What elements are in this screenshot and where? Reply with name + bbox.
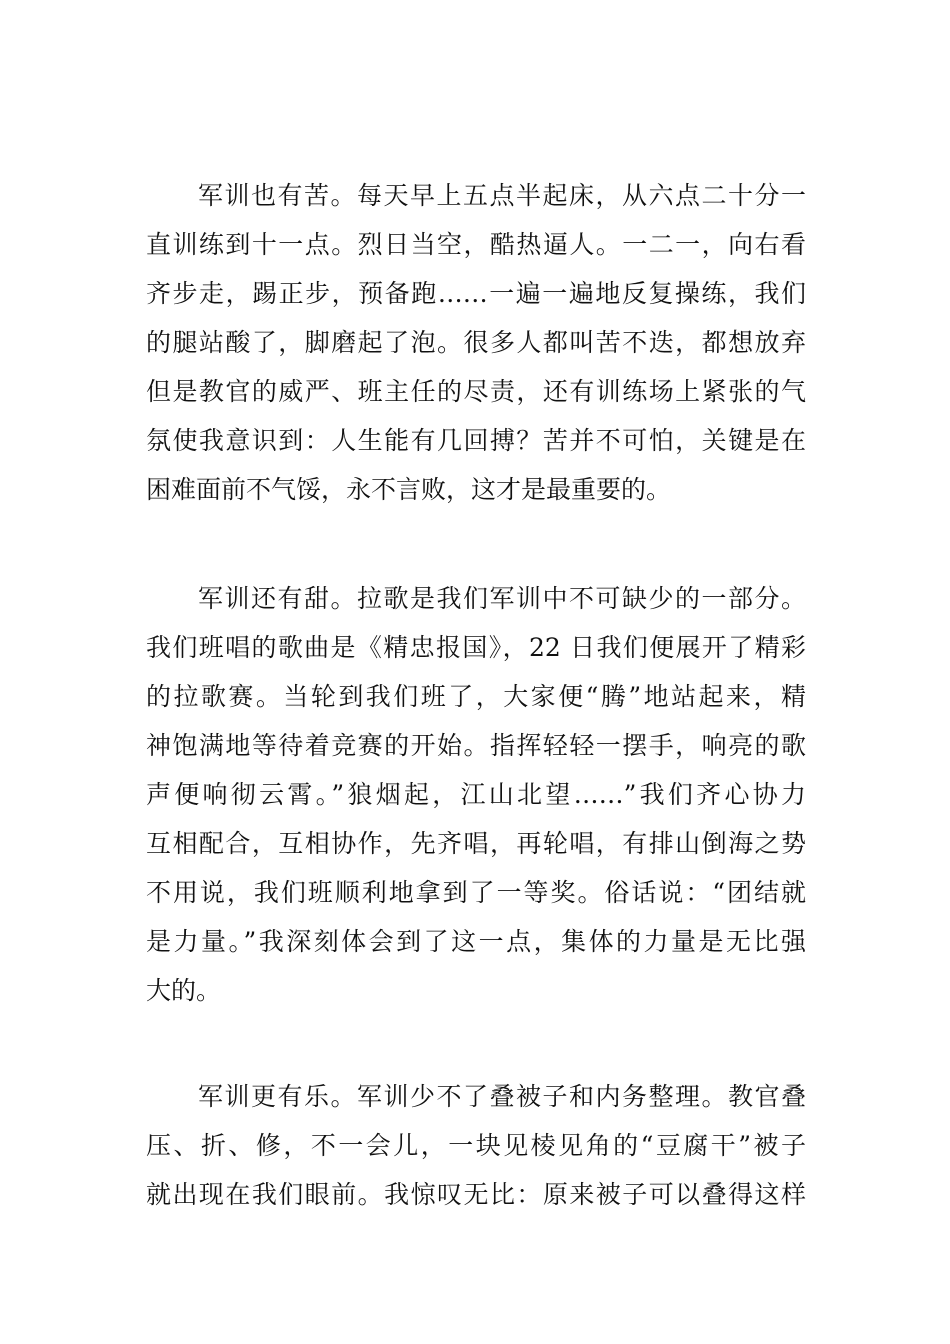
paragraph-line: 互相配合，互相协作，先齐唱，再轮唱，有排山倒海之势	[146, 829, 806, 858]
paragraph-line: 不用说，我们班顺利地拿到了一等奖。俗话说：“团结就	[146, 878, 806, 907]
paragraph-line: 大的。	[146, 976, 222, 1005]
paragraph-line: 的腿站酸了，脚磨起了泡。很多人都叫苦不迭，都想放弃	[146, 328, 806, 357]
paragraph-line: 氛使我意识到：人生能有几回搏？苦并不可怕，关键是在	[146, 426, 806, 455]
paragraph-line: 但是教官的威严、班主任的尽责，还有训练场上紧张的气	[146, 377, 806, 406]
paragraph-line: 我们班唱的歌曲是《精忠报国》，22 日我们便展开了精彩	[146, 633, 806, 662]
paragraph-line: 齐步走，踢正步，预备跑……一遍一遍地反复操练，我们	[146, 279, 806, 308]
paragraph-line: 就出现在我们眼前。我惊叹无比：原来被子可以叠得这样	[146, 1180, 806, 1209]
paragraph-line: 直训练到十一点。烈日当空，酷热逼人。一二一，向右看	[146, 230, 806, 259]
paragraph-line: 的拉歌赛。当轮到我们班了，大家便“腾”地站起来，精	[146, 682, 806, 711]
paragraph-line: 压、折、修，不一会儿，一块见棱见角的“豆腐干”被子	[146, 1131, 806, 1160]
paragraph-line: 军训还有甜。拉歌是我们军训中不可缺少的一部分。	[198, 584, 806, 613]
paragraph-line: 军训也有苦。每天早上五点半起床，从六点二十分一	[198, 181, 806, 210]
paragraph-line: 是力量。”我深刻体会到了这一点，集体的力量是无比强	[146, 927, 806, 956]
paragraph-line: 军训更有乐。军训少不了叠被子和内务整理。教官叠	[198, 1082, 806, 1111]
paragraph-line: 神饱满地等待着竞赛的开始。指挥轻轻一摆手，响亮的歌	[146, 731, 806, 760]
paragraph-line: 困难面前不气馁，永不言败，这才是最重要的。	[146, 475, 672, 504]
paragraph-line: 声便响彻云霄。”狼烟起，江山北望……”我们齐心协力	[146, 780, 806, 809]
